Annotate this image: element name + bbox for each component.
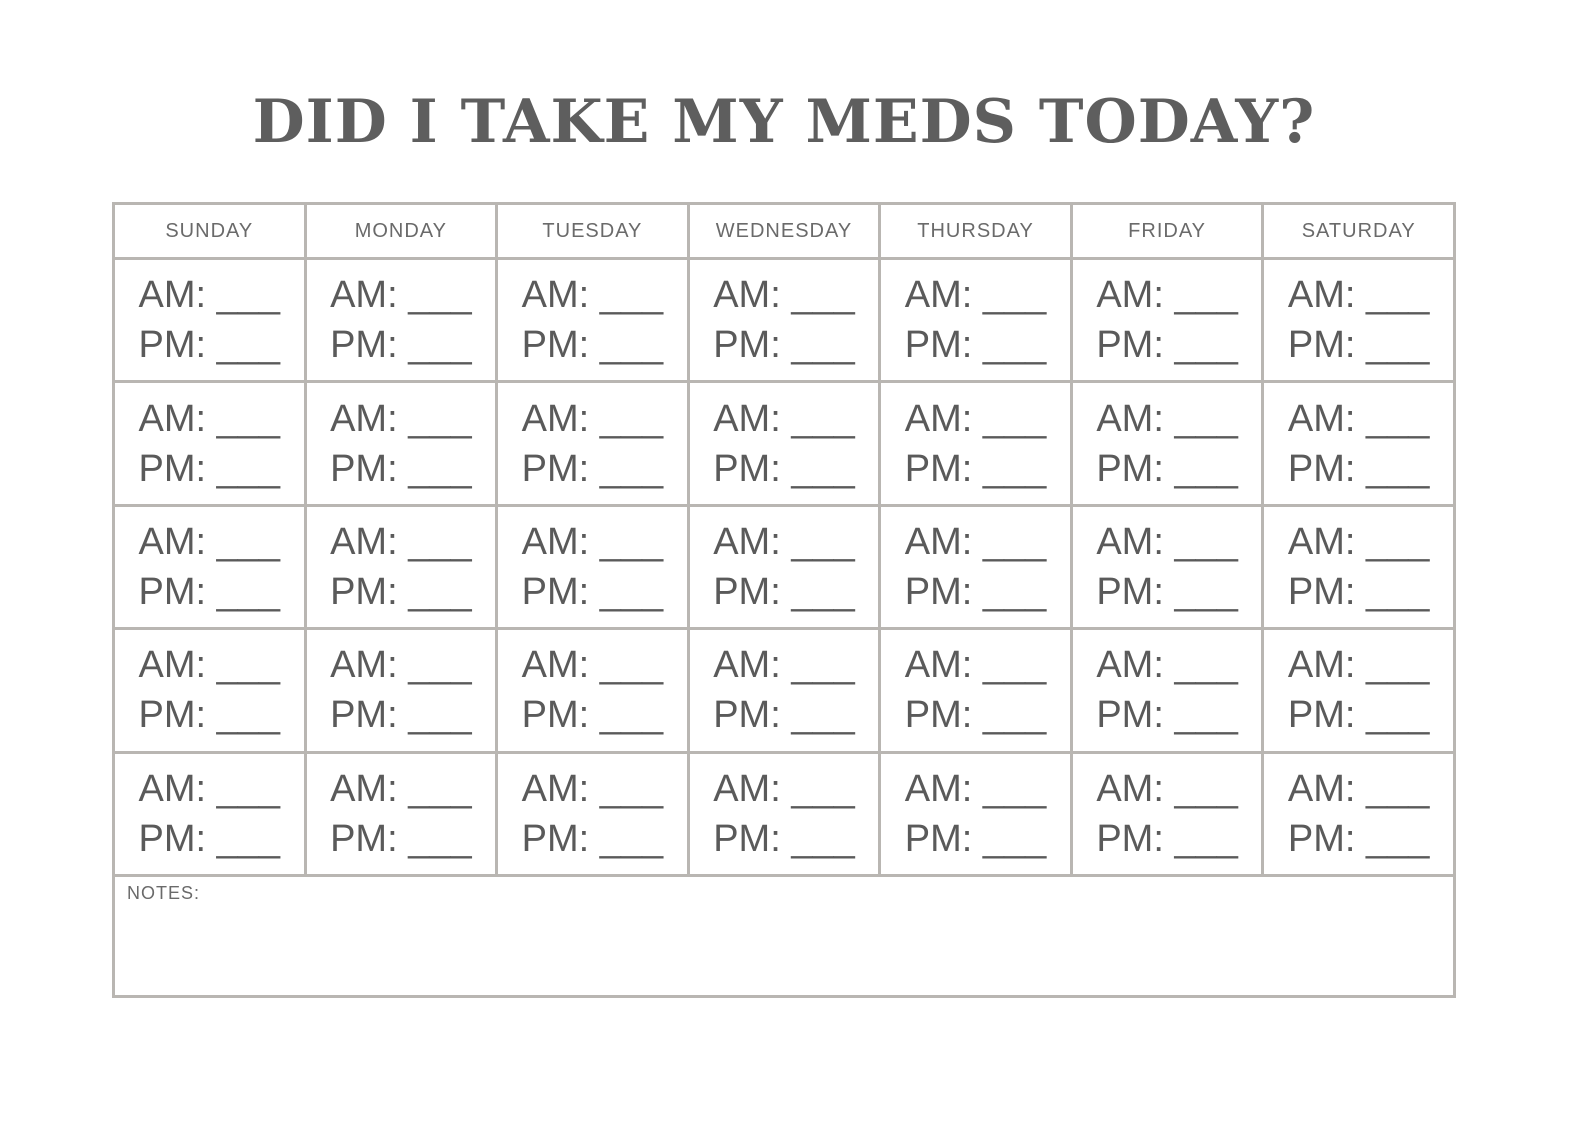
day-cell-wednesday[interactable] xyxy=(688,259,880,382)
day-header-wednesday: WEDNESDAY xyxy=(688,204,880,259)
week-row xyxy=(114,505,1455,628)
pm-check-line[interactable]: PM: ___ xyxy=(904,570,1047,613)
day-cell-thursday[interactable] xyxy=(880,752,1072,875)
day-cell-monday[interactable] xyxy=(305,752,497,875)
am-check-line[interactable]: AM: ___ xyxy=(330,274,472,317)
am-check-line[interactable]: AM: ___ xyxy=(521,397,664,440)
am-check-line[interactable]: AM: ___ xyxy=(1287,520,1430,563)
am-check-line[interactable]: AM: ___ xyxy=(138,520,281,563)
day-cell-thursday[interactable] xyxy=(880,629,1072,752)
am-check-line[interactable]: AM: ___ xyxy=(1096,644,1238,687)
day-cell-sunday[interactable] xyxy=(114,382,306,505)
am-check-line[interactable]: AM: ___ xyxy=(521,644,664,687)
day-header-saturday: SATURDAY xyxy=(1263,204,1455,259)
week-rows xyxy=(114,259,1455,876)
am-check-line[interactable]: AM: ___ xyxy=(713,767,855,810)
day-cell-monday[interactable] xyxy=(305,629,497,752)
pm-check-line[interactable]: PM: ___ xyxy=(138,694,281,737)
day-header-row xyxy=(114,204,1455,259)
day-cell-tuesday[interactable] xyxy=(497,752,689,875)
pm-check-line[interactable]: PM: ___ xyxy=(1287,324,1430,367)
am-check-line[interactable]: AM: ___ xyxy=(713,644,855,687)
day-cell-monday[interactable] xyxy=(305,259,497,382)
pm-check-line[interactable]: PM: ___ xyxy=(1287,694,1430,737)
day-cell-monday[interactable] xyxy=(305,382,497,505)
pm-check-line[interactable]: PM: ___ xyxy=(521,447,664,490)
day-cell-saturday[interactable] xyxy=(1263,629,1455,752)
day-cell-saturday[interactable] xyxy=(1263,382,1455,505)
am-check-line[interactable]: AM: ___ xyxy=(1287,767,1430,810)
pm-check-line[interactable]: PM: ___ xyxy=(330,447,472,490)
pm-check-line[interactable]: PM: ___ xyxy=(330,817,472,860)
meds-tracker-table xyxy=(112,202,1456,998)
pm-check-line[interactable]: PM: ___ xyxy=(1096,447,1238,490)
week-row xyxy=(114,752,1455,875)
am-check-line[interactable]: AM: ___ xyxy=(138,644,281,687)
notes-box[interactable] xyxy=(114,876,1455,997)
pm-check-line[interactable]: PM: ___ xyxy=(904,447,1047,490)
day-cell-wednesday[interactable] xyxy=(688,382,880,505)
day-cell-friday[interactable] xyxy=(1071,629,1263,752)
pm-check-line[interactable]: PM: ___ xyxy=(1096,817,1238,860)
am-check-line[interactable]: AM: ___ xyxy=(1287,644,1430,687)
am-check-line[interactable]: AM: ___ xyxy=(713,274,855,317)
am-check-line[interactable]: AM: ___ xyxy=(138,397,281,440)
day-cell-tuesday[interactable] xyxy=(497,382,689,505)
notes-row xyxy=(114,876,1455,997)
day-header-tuesday: TUESDAY xyxy=(497,204,689,259)
day-cell-thursday[interactable] xyxy=(880,382,1072,505)
day-cell-friday[interactable] xyxy=(1071,382,1263,505)
am-check-line[interactable]: AM: ___ xyxy=(713,520,855,563)
pm-check-line[interactable]: PM: ___ xyxy=(1096,570,1238,613)
week-row xyxy=(114,259,1455,382)
am-check-line[interactable]: AM: ___ xyxy=(904,274,1047,317)
day-cell-wednesday[interactable] xyxy=(688,752,880,875)
am-check-line[interactable]: AM: ___ xyxy=(138,767,281,810)
notes-label: NOTES: xyxy=(127,883,201,903)
am-check-line[interactable]: AM: ___ xyxy=(1096,274,1238,317)
day-cell-sunday[interactable] xyxy=(114,752,306,875)
day-cell-tuesday[interactable] xyxy=(497,505,689,628)
pm-check-line[interactable]: PM: ___ xyxy=(330,694,472,737)
pm-check-line[interactable]: PM: ___ xyxy=(521,324,664,367)
pm-check-line[interactable]: PM: ___ xyxy=(713,694,855,737)
pm-check-line[interactable]: PM: ___ xyxy=(138,447,281,490)
am-check-line[interactable]: AM: ___ xyxy=(138,274,281,317)
am-check-line[interactable]: AM: ___ xyxy=(713,397,855,440)
am-check-line[interactable]: AM: ___ xyxy=(904,644,1047,687)
am-check-line[interactable]: AM: ___ xyxy=(521,520,664,563)
day-cell-monday[interactable] xyxy=(305,505,497,628)
am-check-line[interactable]: AM: ___ xyxy=(1287,274,1430,317)
day-cell-tuesday[interactable] xyxy=(497,259,689,382)
am-check-line[interactable]: AM: ___ xyxy=(521,767,664,810)
pm-check-line[interactable]: PM: ___ xyxy=(138,324,281,367)
am-check-line[interactable]: AM: ___ xyxy=(904,767,1047,810)
pm-check-line[interactable]: PM: ___ xyxy=(713,324,855,367)
am-check-line[interactable]: AM: ___ xyxy=(904,397,1047,440)
pm-check-line[interactable]: PM: ___ xyxy=(904,324,1047,367)
day-cell-wednesday[interactable] xyxy=(688,629,880,752)
pm-check-line[interactable]: PM: ___ xyxy=(904,817,1047,860)
day-cell-friday[interactable] xyxy=(1071,505,1263,628)
pm-check-line[interactable]: PM: ___ xyxy=(521,817,664,860)
week-row xyxy=(114,629,1455,752)
pm-check-line[interactable]: PM: ___ xyxy=(1287,570,1430,613)
pm-check-line[interactable]: PM: ___ xyxy=(521,694,664,737)
pm-check-line[interactable]: PM: ___ xyxy=(521,570,664,613)
am-check-line[interactable]: AM: ___ xyxy=(904,520,1047,563)
day-cell-tuesday[interactable] xyxy=(497,629,689,752)
day-cell-saturday[interactable] xyxy=(1263,752,1455,875)
am-check-line[interactable]: AM: ___ xyxy=(330,520,472,563)
pm-check-line[interactable]: PM: ___ xyxy=(713,817,855,860)
day-header-sunday: SUNDAY xyxy=(114,204,306,259)
pm-check-line[interactable]: PM: ___ xyxy=(1287,447,1430,490)
pm-check-line[interactable]: PM: ___ xyxy=(1287,817,1430,860)
am-check-line[interactable]: AM: ___ xyxy=(330,767,472,810)
day-cell-friday[interactable] xyxy=(1071,752,1263,875)
day-cell-sunday[interactable] xyxy=(114,629,306,752)
pm-check-line[interactable]: PM: ___ xyxy=(138,570,281,613)
day-cell-saturday[interactable] xyxy=(1263,505,1455,628)
am-check-line[interactable]: AM: ___ xyxy=(1287,397,1430,440)
week-row xyxy=(114,382,1455,505)
pm-check-line[interactable]: PM: ___ xyxy=(1096,694,1238,737)
pm-check-line[interactable]: PM: ___ xyxy=(330,570,472,613)
day-cell-saturday[interactable] xyxy=(1263,259,1455,382)
day-header-monday: MONDAY xyxy=(305,204,497,259)
am-check-line[interactable]: AM: ___ xyxy=(521,274,664,317)
am-check-line[interactable]: AM: ___ xyxy=(1096,397,1238,440)
day-cell-thursday[interactable] xyxy=(880,505,1072,628)
page-title: DID I TAKE MY MEDS TODAY? xyxy=(252,87,1316,157)
am-check-line[interactable]: AM: ___ xyxy=(330,397,472,440)
pm-check-line[interactable]: PM: ___ xyxy=(904,694,1047,737)
pm-check-line[interactable]: PM: ___ xyxy=(330,324,472,367)
day-cell-sunday[interactable] xyxy=(114,505,306,628)
am-check-line[interactable]: AM: ___ xyxy=(1096,767,1238,810)
am-check-line[interactable]: AM: ___ xyxy=(1096,520,1238,563)
pm-check-line[interactable]: PM: ___ xyxy=(1096,324,1238,367)
pm-check-line[interactable]: PM: ___ xyxy=(713,570,855,613)
day-header-friday: FRIDAY xyxy=(1071,204,1263,259)
day-cell-thursday[interactable] xyxy=(880,259,1072,382)
day-cell-wednesday[interactable] xyxy=(688,505,880,628)
day-cell-friday[interactable] xyxy=(1071,259,1263,382)
pm-check-line[interactable]: PM: ___ xyxy=(138,817,281,860)
day-header-thursday: THURSDAY xyxy=(880,204,1072,259)
am-check-line[interactable]: AM: ___ xyxy=(330,644,472,687)
pm-check-line[interactable]: PM: ___ xyxy=(713,447,855,490)
day-cell-sunday[interactable] xyxy=(114,259,306,382)
